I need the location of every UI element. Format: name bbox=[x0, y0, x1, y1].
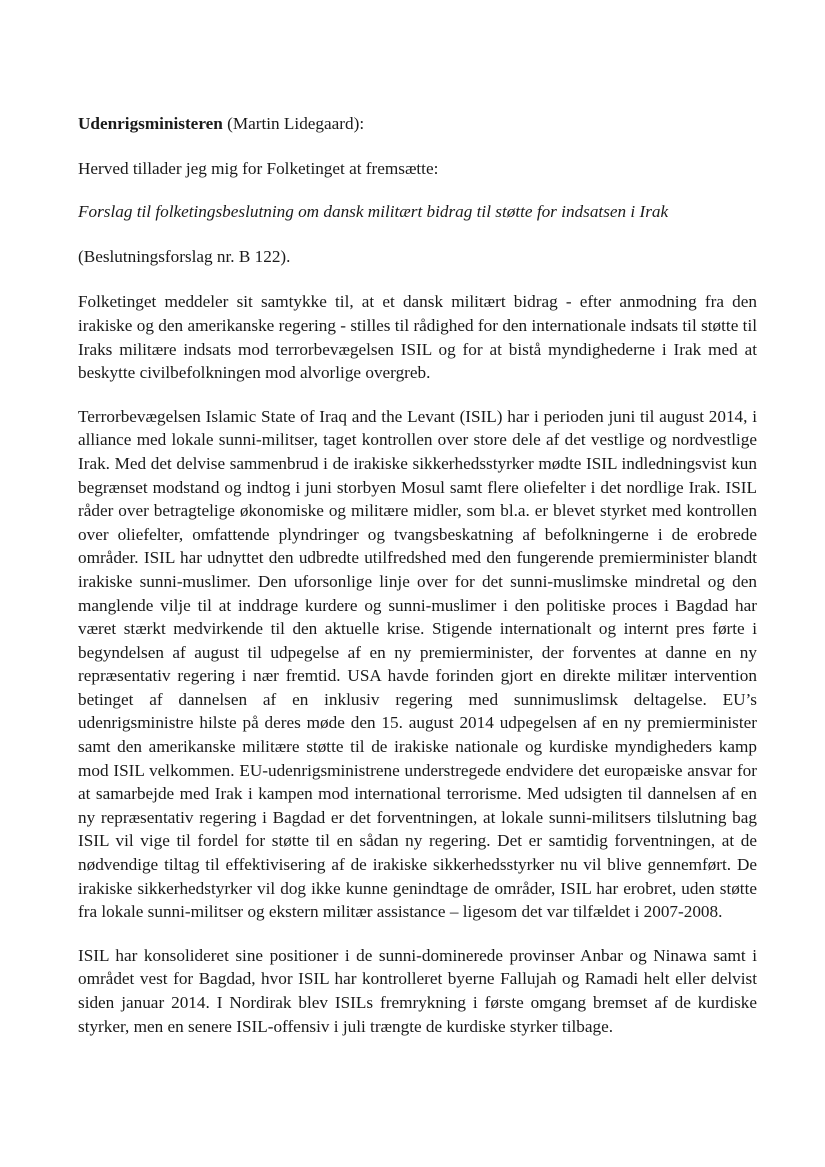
bill-number: (Beslutningsforslag nr. B 122). bbox=[78, 246, 291, 266]
bill-title: Forslag til folketingsbeslutning om dansk militært bidrag til støtte for indsatsen i Irak bbox=[78, 202, 669, 222]
paragraph-background: Terrorbevægelsen Islamic State of Iraq and the Levant (ISIL) har i perioden juni til august 2014, i alliance med lokale sunni-militser, taget kontrollen over store dele af det vestlige og nordvestlige Irak. Med det delvise sammenbrud i de irakiske sikkerhedsstyrker mødte ISIL indledningsvist kun begrænset modstand og indtog i juni storbyen Mosul samt flere oliefelter i det nordlige Irak. ISIL råder over betragtelige økonomiske og militære midler, som bl.a. er blevet styrket med kontrollen over oliefelter, omfattende plyndringer og tvangsbeskatning af befolkningerne i de erobrede områder. ISIL har udnyttet den udbredte utilfredshed med den fungerende premierminister blandt irakiske sunni-muslimer. Den uforsonlige linje over for det sunni-muslimske mindretal og den manglende vilje til at inddrage kurdere og sunni-muslimer i den politiske proces i Bagdad har været stærkt medvirkende til den aktuelle krise. Stigende internationalt og internt pres førte i begyndelsen af august til udpegelse af en ny premierminister, der forventes at danne en ny repræsentativ regering i nær fremtid. USA havde forinden gjort en direkte militær intervention betinget af dannelsen af en inklusiv regering med sunnimuslimsk deltagelse. EU’s udenrigsministre hilste på deres møde den 15. august 2014 udpegelsen af en ny premierminister samt den amerikanske militære støtte til de irakiske nationale og kurdiske myndigheders kamp mod ISIL velkommen. EU-udenrigsministrene understregede endvidere det europæiske ansvar for at samarbejde med Irak i kampen mod international terrorisme. Med udsigten til dannelsen af en ny repræsentativ regering i Bagdad er det forventningen, at lokale sunni-militsers tilslutning bag ISIL vil vige til fordel for støtte til en sådan ny regering. Det er samtidig forventningen, at de nødvendige tiltag til effektivisering af de irakiske sikkerhedsstyrker nu vil blive gennemført. De irakiske sikkerhedstyrker vil dog ikke kunne genindtage de områder, ISIL har erobret, uden støtte fra lokale sunni-militser og ekstern militær assistance – ligesom det var tilfældet i 2007-2008. bbox=[78, 406, 757, 922]
speaker-name: Udenrigsministeren bbox=[78, 114, 223, 133]
speaker-line bbox=[78, 112, 757, 136]
paragraph-positions: ISIL har konsolideret sine positioner i de sunni-dominerede provinser Anbar og Ninawa samt i området vest for Bagdad, hvor ISIL har kontrolleret byerne Fallujah og Ramadi helt eller delvist siden januar 2014. I Nordirak blev ISILs fremrykning i første omgang bremset af de kurdiske styrker, men en senere ISIL-offensiv i juli trængte de kurdiske styrker tilbage. bbox=[78, 945, 757, 1036]
speaker-detail: (Martin Lidegaard): bbox=[222, 114, 365, 133]
intro-text: Herved tillader jeg mig for Folketinget at fremsætte: bbox=[78, 158, 439, 178]
paragraph-resolution: Folketinget meddeler sit samtykke til, at et dansk militært bidrag - efter anmodning fra den irakiske og den amerikanske regering - stilles til rådighed for den internationale indsats til støtte til Iraks militære indsats mod terrorbevægelsen ISIL og for at bistå myndighederne i Irak med at beskytte civilbefolkningen mod alvorlige overgreb. bbox=[78, 292, 757, 383]
